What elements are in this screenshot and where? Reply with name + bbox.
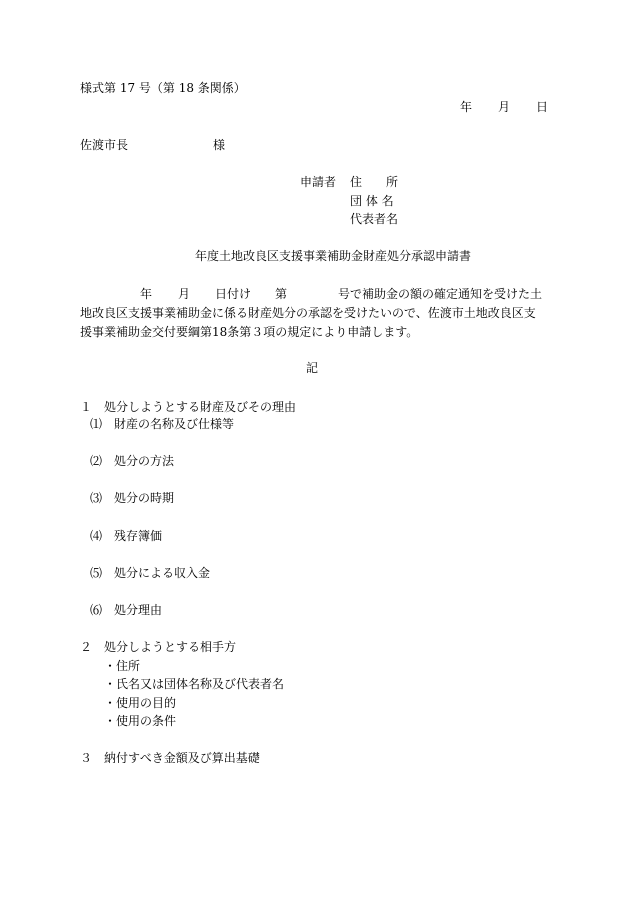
section1-item: ⑶ 処分の時期 [90,491,175,505]
section1-item: ⑵ 処分の方法 [90,454,175,468]
section1-heading: １ 処分しようとする財産及びその理由 [80,400,297,414]
addressee-honorific: 様 [213,138,226,152]
section1-item: ⑸ 処分による収入金 [90,566,211,580]
body-line2: 地改良区支援事業補助金に係る財産処分の承認を受けたいので、佐渡市土地改良区支 [80,306,536,320]
section3-heading: ３ 納付すべき金額及び算出基礎 [80,751,260,765]
section2-item: ・使用の条件 [104,714,177,728]
body-year: 年 [140,287,153,301]
section2-item: ・氏名又は団体名称及び代表者名 [104,677,285,691]
section1-item: ⑴ 財産の名称及び仕様等 [90,417,235,431]
section1-item: ⑷ 残存簿価 [90,529,163,543]
applicant-organization-label: 団 体 名 [350,194,394,208]
body-date-suffix: 日付け [215,287,252,301]
section2-heading: ２ 処分しようとする相手方 [80,640,237,654]
date-line [0,101,630,115]
body-line3: 援事業補助金交付要綱第18条第３項の規定により申請します。 [80,325,419,339]
form-number: 様式第 17 号（第 18 条関係） [80,81,246,95]
date-year: 年 [460,100,473,114]
applicant-representative-label: 代表者名 [350,212,399,226]
applicant-address-label: 住 所 [350,175,399,189]
body-line1-rest: 号で補助金の額の確定通知を受けた土 [338,287,543,301]
ki-mark: 記 [306,361,319,375]
section1-item: ⑹ 処分理由 [90,603,163,617]
section2-item: ・住所 [104,659,141,673]
date-day: 日 [536,100,549,114]
body-number-prefix: 第 [275,287,288,301]
applicant-label: 申請者 [300,175,337,189]
addressee-name: 佐渡市長 [80,138,129,152]
document-title: 年度土地改良区支援事業補助金財産処分承認申請書 [195,249,472,263]
body-month: 月 [178,287,191,301]
section2-item: ・使用の目的 [104,696,177,710]
date-month: 月 [498,100,511,114]
